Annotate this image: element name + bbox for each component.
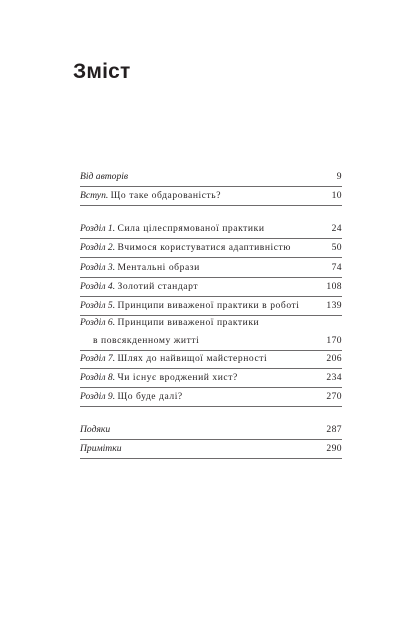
- toc-entry-chapter-5[interactable]: [80, 299, 342, 313]
- entry-prefix: Розділ 3.: [80, 262, 116, 273]
- entry-prefix: Розділ 7.: [80, 353, 116, 364]
- toc-entry-intro[interactable]: [80, 189, 342, 203]
- entry-title: Ментальні образи: [117, 262, 200, 273]
- entry-divider: [80, 368, 342, 369]
- entry-title: Сила цілеспрямованої практики: [117, 223, 265, 234]
- entry-label: Примітки: [80, 443, 122, 454]
- entry-title: Принципи виваженої практики в роботі: [117, 300, 300, 311]
- entry-prefix: Розділ 2.: [80, 242, 116, 253]
- entry-divider: [80, 439, 342, 440]
- entry-page-number: 10: [331, 190, 342, 201]
- entry-divider: [80, 296, 342, 297]
- entry-page-number: 50: [331, 242, 342, 253]
- entry-prefix: Розділ 5.: [80, 300, 116, 311]
- entry-title: Що буде далі?: [117, 391, 183, 402]
- entry-title: Шлях до найвищої майстерності: [117, 353, 268, 364]
- entry-label: Від авторів: [80, 171, 129, 182]
- entry-prefix: Вступ.: [80, 190, 109, 201]
- entry-divider: [80, 406, 342, 407]
- entry-page-number: 170: [326, 335, 342, 346]
- toc-entry-chapter-2[interactable]: [80, 241, 342, 255]
- entry-page-number: 290: [326, 443, 342, 454]
- entry-prefix: Розділ 4.: [80, 281, 116, 292]
- entry-divider: [80, 350, 342, 351]
- entry-page-number: 74: [331, 262, 342, 273]
- entry-title: Що таке обдарованість?: [110, 190, 222, 201]
- entry-page-number: 108: [326, 281, 342, 292]
- entry-divider: [80, 186, 342, 187]
- entry-divider: [80, 205, 342, 206]
- entry-divider: [80, 257, 342, 258]
- entry-page-number: 9: [336, 171, 342, 182]
- toc-entry-authors[interactable]: [80, 170, 342, 184]
- entry-divider: [80, 277, 342, 278]
- entry-prefix: Розділ 8.: [80, 372, 116, 383]
- entry-title-continuation: в повсякденному житті: [93, 335, 200, 346]
- entry-page-number: 270: [326, 391, 342, 402]
- entry-title: Чи існує вроджений хист?: [117, 372, 238, 383]
- toc-entry-chapter-1[interactable]: [80, 222, 342, 236]
- entry-prefix: Розділ 6.: [80, 317, 116, 328]
- entry-label: Подяки: [80, 424, 111, 435]
- entry-prefix: Розділ 9.: [80, 391, 116, 402]
- toc-entry-acknowledgements[interactable]: [80, 423, 342, 437]
- toc-entry-chapter-6[interactable]: [80, 316, 342, 348]
- entry-page-number: 206: [326, 353, 342, 364]
- toc-entry-chapter-9[interactable]: [80, 390, 342, 404]
- toc-entry-notes[interactable]: [80, 442, 342, 456]
- toc-entry-chapter-4[interactable]: [80, 280, 342, 294]
- entry-prefix: Розділ 1.: [80, 223, 116, 234]
- entry-page-number: 24: [331, 223, 342, 234]
- entry-page-number: 234: [326, 372, 342, 383]
- toc-entry-chapter-3[interactable]: [80, 261, 342, 275]
- entry-title: Принципи виваженої практики: [117, 317, 260, 328]
- toc-entry-chapter-7[interactable]: [80, 352, 342, 366]
- entry-title: Золотий стандарт: [117, 281, 199, 292]
- entry-divider: [80, 387, 342, 388]
- toc-entry-chapter-8[interactable]: [80, 371, 342, 385]
- entry-title: Вчимося користуватися адаптивністю: [117, 242, 292, 253]
- page-title: Зміст: [73, 60, 131, 83]
- entry-page-number: 287: [326, 424, 342, 435]
- entry-page-number: 139: [326, 300, 342, 311]
- entry-divider: [80, 238, 342, 239]
- entry-divider: [80, 458, 342, 459]
